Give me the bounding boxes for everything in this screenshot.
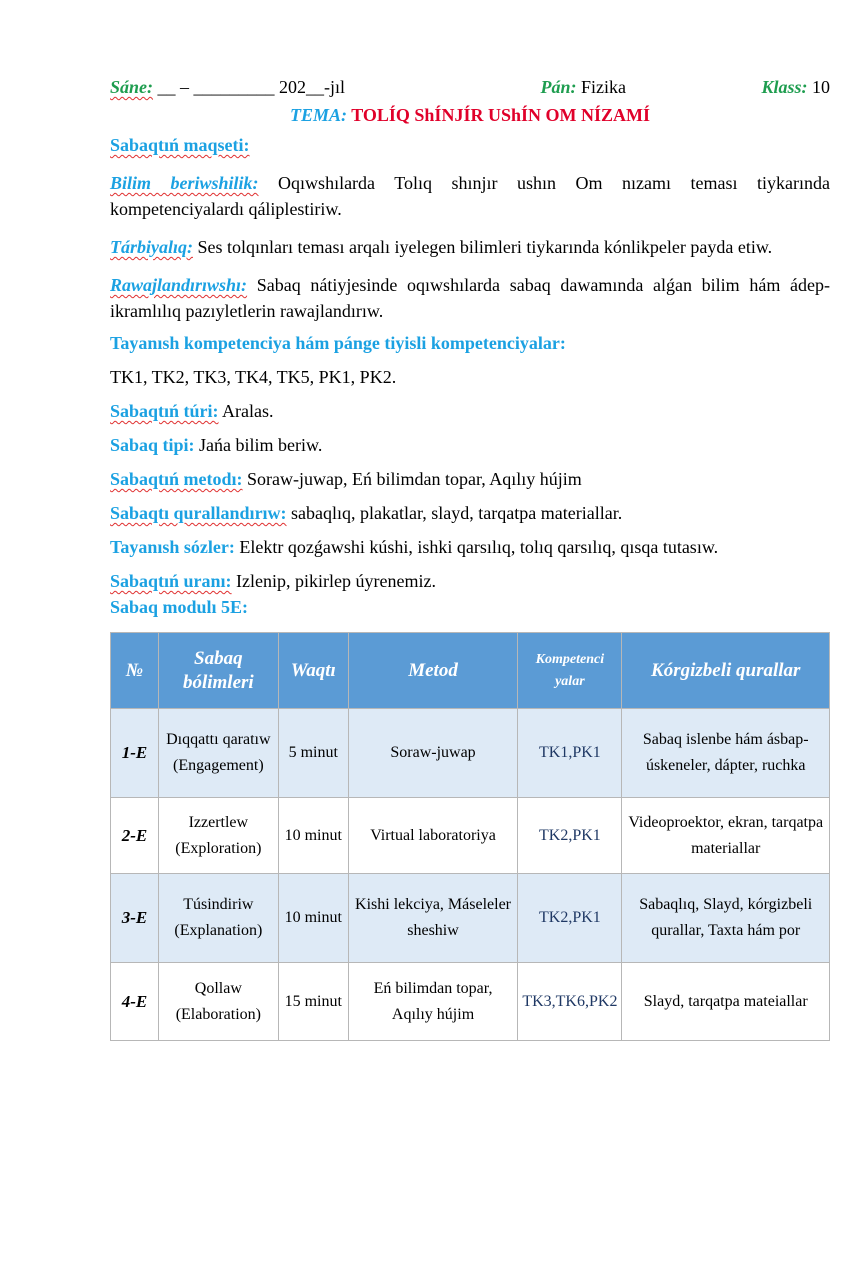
tema-label: TEMA: bbox=[290, 105, 348, 125]
cell-number: 2-E bbox=[111, 798, 159, 874]
cell-part: Izzertlew (Exploration) bbox=[158, 798, 278, 874]
lesson-equipment bbox=[110, 500, 830, 526]
keywords-label: Tayanısh sózler: bbox=[110, 537, 235, 557]
lesson-kind-label: Sabaq tipi: bbox=[110, 435, 195, 455]
subject-field bbox=[541, 74, 627, 100]
header-number: № bbox=[111, 633, 159, 709]
cell-part: Qollaw (Elaboration) bbox=[158, 963, 278, 1041]
header-time: Waqtı bbox=[278, 633, 348, 709]
cell-competencies: TK3,TK6,PK2 bbox=[518, 963, 622, 1041]
cell-number: 1-E bbox=[111, 709, 159, 798]
table-header-row bbox=[111, 633, 830, 709]
keywords bbox=[110, 534, 830, 560]
date-label: Sáne: bbox=[110, 77, 154, 97]
lesson-kind-value: Jańa bilim beriw. bbox=[194, 435, 323, 455]
cell-tools: Sabaq islenbe hám ásbap-úskeneler, dápter, ruchka bbox=[622, 709, 830, 798]
date-value: __ – _________ 202__-jıl bbox=[153, 77, 346, 97]
table-row bbox=[111, 798, 830, 874]
competencies-value: TK1, TK2, TK3, TK4, TK5, PK1, PK2. bbox=[110, 367, 397, 387]
goal-text: Ses tolqınları teması arqalı iyelegen bilimleri tiykarında kónlikpeler payda etiw. bbox=[193, 237, 773, 257]
header-tools: Kórgizbeli qurallar bbox=[622, 633, 830, 709]
header-part: Sabaq bólimleri bbox=[158, 633, 278, 709]
class-value: 10 bbox=[807, 77, 830, 97]
lesson-motto bbox=[110, 568, 830, 594]
goal-educational bbox=[110, 170, 830, 222]
cell-time: 10 minut bbox=[278, 798, 348, 874]
lesson-motto-label: Sabaqtıń uranı: bbox=[110, 571, 232, 591]
competencies-label: Tayanısh kompetenciya hám pánge tiyisli kompetenciyalar: bbox=[110, 333, 566, 353]
subject-value: Fizika bbox=[576, 77, 626, 97]
cell-method: Soraw-juwap bbox=[348, 709, 518, 798]
tema-value: TOLÍQ ShÍNJÍR UShÍN OM NÍZAMÍ bbox=[347, 105, 650, 125]
lesson-plan-page bbox=[110, 74, 830, 1041]
lesson-motto-value: Izlenip, pikirlep úyrenemiz. bbox=[231, 571, 436, 591]
cell-number: 4-E bbox=[111, 963, 159, 1041]
goal-text: Oqıwshılarda Tolıq shınjır ushın Om nızamı teması tiykarında kompetenciyalardı qáliplestiriw. bbox=[110, 173, 830, 219]
class-label: Klass: bbox=[761, 77, 808, 97]
lesson-method bbox=[110, 466, 830, 492]
page-title bbox=[110, 102, 830, 128]
cell-number: 3-E bbox=[111, 874, 159, 963]
cell-tools: Sabaqlıq, Slayd, kórgizbeli qurallar, Taxta hám por bbox=[622, 874, 830, 963]
goal-label: Rawajlandırıwshı: bbox=[110, 275, 248, 295]
cell-tools: Videoproektor, ekran, tarqatpa materiallar bbox=[622, 798, 830, 874]
cell-competencies: TK2,PK1 bbox=[518, 798, 622, 874]
subject-label: Pán: bbox=[540, 77, 577, 97]
cell-part: Túsindiriw (Explanation) bbox=[158, 874, 278, 963]
goals-heading: Sabaqtıń maqseti: bbox=[110, 135, 250, 155]
cell-competencies: TK1,PK1 bbox=[518, 709, 622, 798]
cell-competencies: TK2,PK1 bbox=[518, 874, 622, 963]
table-row bbox=[111, 963, 830, 1041]
cell-method: Eń bilimdan topar, Aqılıy hújim bbox=[348, 963, 518, 1041]
keywords-value: Elektr qozǵawshi kúshi, ishki qarsılıq, tolıq qarsılıq, qısqa tutasıw. bbox=[234, 537, 719, 557]
lesson-type-value: Aralas. bbox=[218, 401, 274, 421]
cell-tools: Slayd, tarqatpa mateiallar bbox=[622, 963, 830, 1041]
module-heading: Sabaq modulı 5E: bbox=[110, 597, 249, 617]
goal-developmental bbox=[110, 272, 830, 324]
header-row bbox=[110, 74, 830, 100]
cell-method: Kishi lekciya, Máseleler sheshiw bbox=[348, 874, 518, 963]
goal-label: Bilim beriwshilik: bbox=[110, 173, 259, 193]
cell-time: 10 minut bbox=[278, 874, 348, 963]
lesson-method-label: Sabaqtıń metodı: bbox=[110, 469, 243, 489]
date-field bbox=[110, 74, 345, 100]
lesson-equipment-label: Sabaqtı qurallandırıw: bbox=[110, 503, 287, 523]
table-row bbox=[111, 874, 830, 963]
goal-text: Sabaq nátiyjesinde oqıwshılarda sabaq dawamında alǵan bilim hám ádep-ikramlılıq pazıyletlerin rawajlandırıw. bbox=[110, 275, 830, 321]
cell-part: Dıqqattı qaratıw (Engagement) bbox=[158, 709, 278, 798]
lesson-equipment-value: sabaqlıq, plakatlar, slayd, tarqatpa materiallar. bbox=[286, 503, 623, 523]
header-competencies: Kompetenci yalar bbox=[518, 633, 622, 709]
header-method: Metod bbox=[348, 633, 518, 709]
class-field bbox=[761, 74, 830, 100]
goal-label: Tárbiyalıq: bbox=[110, 237, 193, 257]
cell-time: 15 minut bbox=[278, 963, 348, 1041]
cell-method: Virtual laboratoriya bbox=[348, 798, 518, 874]
lesson-type-label: Sabaqtıń túri: bbox=[110, 401, 219, 421]
lesson-type bbox=[110, 398, 830, 424]
cell-time: 5 minut bbox=[278, 709, 348, 798]
lesson-method-value: Soraw-juwap, Eń bilimdan topar, Aqılıy hújim bbox=[242, 469, 582, 489]
lesson-module-table bbox=[110, 632, 830, 1041]
lesson-kind bbox=[110, 432, 830, 458]
goal-upbringing bbox=[110, 234, 830, 260]
table-row bbox=[111, 709, 830, 798]
